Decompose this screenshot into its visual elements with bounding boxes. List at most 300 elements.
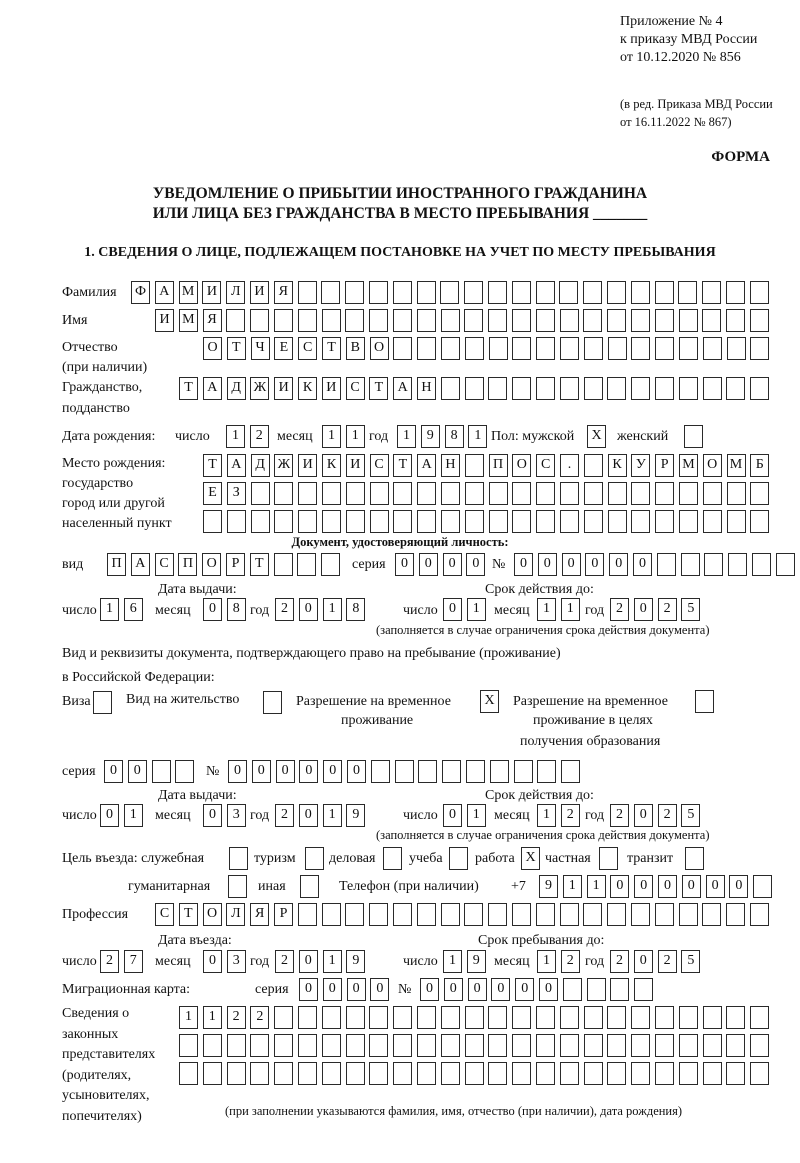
form-cell[interactable]: 0 — [468, 978, 487, 1001]
form-cell[interactable]: Т — [393, 454, 412, 477]
form-cell[interactable] — [370, 482, 389, 505]
form-cell[interactable] — [512, 482, 531, 505]
form-cell[interactable] — [584, 1006, 603, 1029]
form-cell[interactable] — [345, 281, 364, 304]
form-cell[interactable] — [226, 309, 245, 332]
form-cell[interactable] — [655, 903, 674, 926]
form-cell[interactable] — [251, 510, 270, 533]
form-cell[interactable] — [536, 510, 555, 533]
form-cell[interactable]: О — [203, 903, 222, 926]
doc-kind-field[interactable] — [107, 553, 340, 576]
form-cell[interactable] — [488, 377, 507, 400]
form-cell[interactable] — [536, 281, 555, 304]
form-cell[interactable]: И — [274, 377, 293, 400]
form-cell[interactable] — [465, 1006, 484, 1029]
reps-field-3[interactable] — [179, 1062, 769, 1085]
form-cell[interactable] — [250, 1062, 269, 1085]
form-cell[interactable]: З — [227, 482, 246, 505]
form-cell[interactable]: П — [178, 553, 197, 576]
form-cell[interactable]: 3 — [227, 950, 246, 973]
form-cell[interactable]: Т — [322, 337, 341, 360]
stay-month-field[interactable] — [537, 950, 580, 973]
form-cell[interactable] — [537, 760, 556, 783]
form-cell[interactable] — [608, 482, 627, 505]
form-cell[interactable] — [679, 903, 698, 926]
form-cell[interactable] — [417, 1034, 436, 1057]
form-cell[interactable] — [631, 281, 650, 304]
citizenship-field[interactable] — [179, 377, 769, 400]
birthplace-field-1[interactable] — [203, 454, 769, 477]
form-cell[interactable] — [703, 337, 722, 360]
form-cell[interactable] — [227, 1062, 246, 1085]
form-cell[interactable]: С — [155, 553, 174, 576]
form-cell[interactable] — [560, 1006, 579, 1029]
name-field[interactable] — [155, 309, 769, 332]
form-cell[interactable]: К — [298, 377, 317, 400]
form-cell[interactable] — [93, 691, 112, 714]
form-cell[interactable] — [346, 482, 365, 505]
form-cell[interactable] — [679, 1062, 698, 1085]
form-cell[interactable] — [560, 377, 579, 400]
form-cell[interactable] — [175, 760, 194, 783]
form-cell[interactable]: 1 — [537, 950, 556, 973]
form-cell[interactable]: 0 — [299, 804, 318, 827]
form-cell[interactable]: 0 — [276, 760, 295, 783]
form-cell[interactable] — [727, 482, 746, 505]
form-cell[interactable]: А — [203, 377, 222, 400]
form-cell[interactable]: 1 — [100, 598, 119, 621]
form-cell[interactable] — [655, 281, 674, 304]
doc-valid-year-field[interactable] — [610, 598, 700, 621]
form-cell[interactable] — [298, 309, 317, 332]
form-cell[interactable] — [702, 903, 721, 926]
form-cell[interactable]: Ф — [131, 281, 150, 304]
form-cell[interactable]: Е — [203, 482, 222, 505]
form-cell[interactable]: Ч — [251, 337, 270, 360]
form-cell[interactable] — [726, 377, 745, 400]
form-cell[interactable] — [298, 1034, 317, 1057]
temp-permit-checkbox[interactable] — [480, 690, 499, 713]
form-cell[interactable] — [536, 1006, 555, 1029]
form-cell[interactable]: 0 — [419, 553, 438, 576]
form-cell[interactable] — [631, 510, 650, 533]
form-cell[interactable]: Л — [226, 281, 245, 304]
form-cell[interactable] — [631, 482, 650, 505]
form-cell[interactable] — [560, 482, 579, 505]
form-cell[interactable] — [395, 760, 414, 783]
form-cell[interactable]: 5 — [681, 950, 700, 973]
form-cell[interactable] — [321, 553, 340, 576]
form-cell[interactable]: 1 — [397, 425, 416, 448]
form-cell[interactable] — [728, 553, 747, 576]
form-cell[interactable] — [417, 903, 436, 926]
form-cell[interactable] — [750, 309, 769, 332]
form-cell[interactable] — [536, 482, 555, 505]
form-cell[interactable]: 0 — [585, 553, 604, 576]
form-cell[interactable]: 0 — [323, 978, 342, 1001]
form-cell[interactable] — [465, 337, 484, 360]
form-cell[interactable]: 9 — [346, 950, 365, 973]
form-cell[interactable]: 0 — [395, 553, 414, 576]
stay-day-field[interactable] — [443, 950, 486, 973]
form-cell[interactable] — [464, 309, 483, 332]
form-cell[interactable]: X — [521, 847, 540, 870]
form-cell[interactable] — [251, 482, 270, 505]
form-cell[interactable]: 2 — [658, 804, 677, 827]
form-cell[interactable]: 0 — [682, 875, 701, 898]
form-cell[interactable] — [536, 377, 555, 400]
form-cell[interactable] — [322, 309, 341, 332]
form-cell[interactable]: 0 — [466, 553, 485, 576]
form-cell[interactable]: М — [679, 454, 698, 477]
form-cell[interactable] — [631, 1062, 650, 1085]
form-cell[interactable] — [274, 1034, 293, 1057]
form-cell[interactable]: 0 — [609, 553, 628, 576]
form-cell[interactable]: И — [250, 281, 269, 304]
form-cell[interactable] — [369, 1006, 388, 1029]
form-cell[interactable] — [512, 377, 531, 400]
form-cell[interactable] — [584, 1034, 603, 1057]
form-cell[interactable]: 1 — [323, 950, 342, 973]
form-cell[interactable]: 2 — [100, 950, 119, 973]
form-cell[interactable] — [512, 510, 531, 533]
form-cell[interactable] — [512, 1006, 531, 1029]
form-cell[interactable]: М — [179, 281, 198, 304]
form-cell[interactable] — [631, 1006, 650, 1029]
form-cell[interactable] — [321, 281, 340, 304]
form-cell[interactable]: 1 — [537, 598, 556, 621]
form-cell[interactable] — [703, 1006, 722, 1029]
form-cell[interactable] — [655, 510, 674, 533]
reps-field-1[interactable] — [179, 1006, 769, 1029]
form-cell[interactable]: 0 — [323, 760, 342, 783]
form-cell[interactable]: О — [370, 337, 389, 360]
form-cell[interactable] — [655, 1006, 674, 1029]
form-cell[interactable] — [631, 903, 650, 926]
form-cell[interactable]: 1 — [443, 950, 462, 973]
form-cell[interactable] — [536, 309, 555, 332]
form-cell[interactable]: 1 — [226, 425, 245, 448]
form-cell[interactable]: 0 — [443, 804, 462, 827]
form-cell[interactable] — [229, 847, 248, 870]
form-cell[interactable] — [346, 1034, 365, 1057]
form-cell[interactable]: 2 — [227, 1006, 246, 1029]
form-cell[interactable] — [631, 1034, 650, 1057]
form-cell[interactable] — [298, 1006, 317, 1029]
form-cell[interactable] — [753, 875, 772, 898]
form-cell[interactable]: 0 — [203, 804, 222, 827]
form-cell[interactable]: 0 — [370, 978, 389, 1001]
form-cell[interactable] — [298, 482, 317, 505]
form-cell[interactable]: А — [131, 553, 150, 576]
form-cell[interactable]: 1 — [467, 598, 486, 621]
form-cell[interactable]: О — [703, 454, 722, 477]
form-cell[interactable] — [274, 482, 293, 505]
form-cell[interactable] — [441, 1006, 460, 1029]
form-cell[interactable] — [441, 1062, 460, 1085]
form-cell[interactable] — [750, 377, 769, 400]
form-cell[interactable] — [369, 903, 388, 926]
form-cell[interactable] — [655, 1034, 674, 1057]
form-cell[interactable] — [726, 1062, 745, 1085]
form-cell[interactable]: С — [536, 454, 555, 477]
form-cell[interactable] — [179, 1062, 198, 1085]
form-cell[interactable]: 2 — [658, 598, 677, 621]
form-cell[interactable] — [726, 1034, 745, 1057]
form-cell[interactable]: 2 — [610, 598, 629, 621]
form-cell[interactable] — [685, 847, 704, 870]
form-cell[interactable] — [489, 337, 508, 360]
form-cell[interactable]: 0 — [538, 553, 557, 576]
form-cell[interactable] — [607, 1006, 626, 1029]
form-cell[interactable]: 1 — [587, 875, 606, 898]
form-cell[interactable]: 0 — [729, 875, 748, 898]
form-cell[interactable]: 0 — [347, 760, 366, 783]
form-cell[interactable] — [441, 510, 460, 533]
right-issue-month-field[interactable] — [203, 804, 246, 827]
form-cell[interactable] — [488, 1006, 507, 1029]
form-cell[interactable] — [750, 482, 769, 505]
form-cell[interactable]: Н — [441, 454, 460, 477]
form-cell[interactable]: Я — [250, 903, 269, 926]
form-cell[interactable] — [322, 1006, 341, 1029]
form-cell[interactable]: 0 — [706, 875, 725, 898]
form-cell[interactable] — [465, 377, 484, 400]
form-cell[interactable]: 8 — [227, 598, 246, 621]
form-cell[interactable]: 0 — [252, 760, 271, 783]
form-cell[interactable] — [465, 482, 484, 505]
form-cell[interactable]: Т — [369, 377, 388, 400]
form-cell[interactable] — [441, 482, 460, 505]
form-cell[interactable] — [250, 309, 269, 332]
form-cell[interactable] — [776, 553, 795, 576]
form-cell[interactable] — [152, 760, 171, 783]
mig-number-field[interactable] — [420, 978, 653, 1001]
form-cell[interactable] — [655, 337, 674, 360]
form-cell[interactable] — [608, 510, 627, 533]
reps-field-2[interactable] — [179, 1034, 769, 1057]
form-cell[interactable] — [607, 1034, 626, 1057]
form-cell[interactable]: Б — [750, 454, 769, 477]
form-cell[interactable] — [441, 1034, 460, 1057]
form-cell[interactable]: 0 — [633, 553, 652, 576]
form-cell[interactable] — [583, 281, 602, 304]
form-cell[interactable] — [703, 377, 722, 400]
form-cell[interactable]: 9 — [421, 425, 440, 448]
form-cell[interactable] — [297, 553, 316, 576]
form-cell[interactable]: А — [393, 377, 412, 400]
form-cell[interactable]: 0 — [515, 978, 534, 1001]
form-cell[interactable] — [512, 1034, 531, 1057]
purpose-transit-checkbox[interactable] — [685, 847, 704, 870]
entry-month-field[interactable] — [203, 950, 246, 973]
form-cell[interactable] — [512, 1062, 531, 1085]
form-cell[interactable]: 0 — [299, 978, 318, 1001]
birth-month-field[interactable] — [322, 425, 365, 448]
form-cell[interactable] — [441, 309, 460, 332]
form-cell[interactable]: 0 — [104, 760, 123, 783]
right-series-field[interactable] — [104, 760, 194, 783]
doc-issue-month-field[interactable] — [203, 598, 246, 621]
form-cell[interactable] — [727, 510, 746, 533]
form-cell[interactable] — [607, 1062, 626, 1085]
form-cell[interactable] — [631, 309, 650, 332]
entry-year-field[interactable] — [275, 950, 365, 973]
form-cell[interactable] — [750, 510, 769, 533]
edu-permit-checkbox[interactable] — [695, 690, 714, 713]
profession-field[interactable] — [155, 903, 769, 926]
form-cell[interactable] — [536, 1062, 555, 1085]
form-cell[interactable] — [559, 281, 578, 304]
form-cell[interactable] — [657, 553, 676, 576]
form-cell[interactable]: Т — [179, 377, 198, 400]
form-cell[interactable] — [703, 482, 722, 505]
form-cell[interactable] — [393, 1034, 412, 1057]
form-cell[interactable] — [704, 553, 723, 576]
form-cell[interactable] — [369, 309, 388, 332]
form-cell[interactable] — [383, 847, 402, 870]
form-cell[interactable]: 1 — [537, 804, 556, 827]
visa-checkbox[interactable] — [93, 691, 112, 714]
form-cell[interactable]: К — [322, 454, 341, 477]
form-cell[interactable] — [393, 337, 412, 360]
form-cell[interactable] — [679, 377, 698, 400]
form-cell[interactable] — [703, 510, 722, 533]
form-cell[interactable] — [179, 1034, 198, 1057]
doc-number-field[interactable] — [514, 553, 800, 576]
form-cell[interactable]: 2 — [250, 1006, 269, 1029]
form-cell[interactable]: 2 — [275, 804, 294, 827]
purpose-other-checkbox[interactable] — [300, 875, 319, 898]
form-cell[interactable] — [488, 1034, 507, 1057]
form-cell[interactable] — [560, 1034, 579, 1057]
form-cell[interactable]: 0 — [634, 804, 653, 827]
form-cell[interactable]: 0 — [443, 598, 462, 621]
form-cell[interactable] — [393, 1062, 412, 1085]
right-issue-year-field[interactable] — [275, 804, 365, 827]
form-cell[interactable] — [464, 281, 483, 304]
form-cell[interactable] — [441, 337, 460, 360]
form-cell[interactable]: 0 — [420, 978, 439, 1001]
form-cell[interactable]: Я — [274, 281, 293, 304]
purpose-private-checkbox[interactable] — [599, 847, 618, 870]
form-cell[interactable]: М — [727, 454, 746, 477]
form-cell[interactable]: И — [298, 454, 317, 477]
form-cell[interactable] — [584, 510, 603, 533]
form-cell[interactable]: 9 — [539, 875, 558, 898]
form-cell[interactable] — [322, 1062, 341, 1085]
form-cell[interactable]: 0 — [228, 760, 247, 783]
birthplace-field-3[interactable] — [203, 510, 769, 533]
form-cell[interactable] — [417, 309, 436, 332]
form-cell[interactable] — [514, 760, 533, 783]
form-cell[interactable] — [752, 553, 771, 576]
form-cell[interactable] — [489, 482, 508, 505]
form-cell[interactable] — [274, 1006, 293, 1029]
sex-male-checkbox[interactable] — [587, 425, 606, 448]
right-valid-year-field[interactable] — [610, 804, 700, 827]
form-cell[interactable]: С — [346, 377, 365, 400]
form-cell[interactable] — [560, 309, 579, 332]
entry-day-field[interactable] — [100, 950, 143, 973]
form-cell[interactable] — [345, 309, 364, 332]
form-cell[interactable] — [631, 377, 650, 400]
form-cell[interactable]: М — [179, 309, 198, 332]
form-cell[interactable] — [678, 281, 697, 304]
form-cell[interactable]: 1 — [323, 804, 342, 827]
form-cell[interactable] — [584, 377, 603, 400]
form-cell[interactable] — [726, 903, 745, 926]
form-cell[interactable]: Ж — [274, 454, 293, 477]
form-cell[interactable] — [703, 1034, 722, 1057]
form-cell[interactable] — [466, 760, 485, 783]
form-cell[interactable]: 0 — [514, 553, 533, 576]
form-cell[interactable] — [298, 1062, 317, 1085]
form-cell[interactable]: Т — [250, 553, 269, 576]
form-cell[interactable]: 2 — [275, 598, 294, 621]
form-cell[interactable] — [393, 281, 412, 304]
form-cell[interactable]: 0 — [443, 553, 462, 576]
form-cell[interactable] — [679, 337, 698, 360]
form-cell[interactable] — [587, 978, 606, 1001]
form-cell[interactable] — [560, 1062, 579, 1085]
form-cell[interactable] — [203, 1034, 222, 1057]
form-cell[interactable]: 0 — [634, 875, 653, 898]
form-cell[interactable]: 0 — [299, 950, 318, 973]
form-cell[interactable] — [441, 377, 460, 400]
birth-day-field[interactable] — [226, 425, 269, 448]
form-cell[interactable] — [393, 482, 412, 505]
form-cell[interactable] — [684, 425, 703, 448]
form-cell[interactable]: 0 — [299, 598, 318, 621]
form-cell[interactable] — [750, 903, 769, 926]
form-cell[interactable]: 7 — [124, 950, 143, 973]
purpose-humanitarian-checkbox[interactable] — [228, 875, 247, 898]
form-cell[interactable] — [512, 337, 531, 360]
form-cell[interactable]: 9 — [346, 804, 365, 827]
form-cell[interactable]: X — [587, 425, 606, 448]
form-cell[interactable]: 0 — [203, 950, 222, 973]
form-cell[interactable] — [305, 847, 324, 870]
form-cell[interactable] — [322, 1034, 341, 1057]
form-cell[interactable] — [655, 309, 674, 332]
form-cell[interactable]: И — [155, 309, 174, 332]
form-cell[interactable] — [560, 510, 579, 533]
purpose-business-checkbox[interactable] — [383, 847, 402, 870]
form-cell[interactable] — [203, 510, 222, 533]
form-cell[interactable] — [417, 281, 436, 304]
form-cell[interactable] — [607, 377, 626, 400]
birth-year-field[interactable] — [397, 425, 487, 448]
form-cell[interactable]: С — [298, 337, 317, 360]
form-cell[interactable] — [298, 281, 317, 304]
form-cell[interactable]: П — [107, 553, 126, 576]
form-cell[interactable] — [393, 1006, 412, 1029]
form-cell[interactable] — [679, 510, 698, 533]
form-cell[interactable] — [726, 281, 745, 304]
form-cell[interactable]: 1 — [323, 598, 342, 621]
form-cell[interactable] — [561, 760, 580, 783]
form-cell[interactable]: О — [512, 454, 531, 477]
form-cell[interactable] — [346, 1062, 365, 1085]
form-cell[interactable]: 2 — [610, 950, 629, 973]
form-cell[interactable]: Р — [655, 454, 674, 477]
form-cell[interactable]: Д — [227, 377, 246, 400]
form-cell[interactable]: 1 — [468, 425, 487, 448]
right-issue-day-field[interactable] — [100, 804, 143, 827]
form-cell[interactable] — [608, 337, 627, 360]
form-cell[interactable] — [417, 337, 436, 360]
